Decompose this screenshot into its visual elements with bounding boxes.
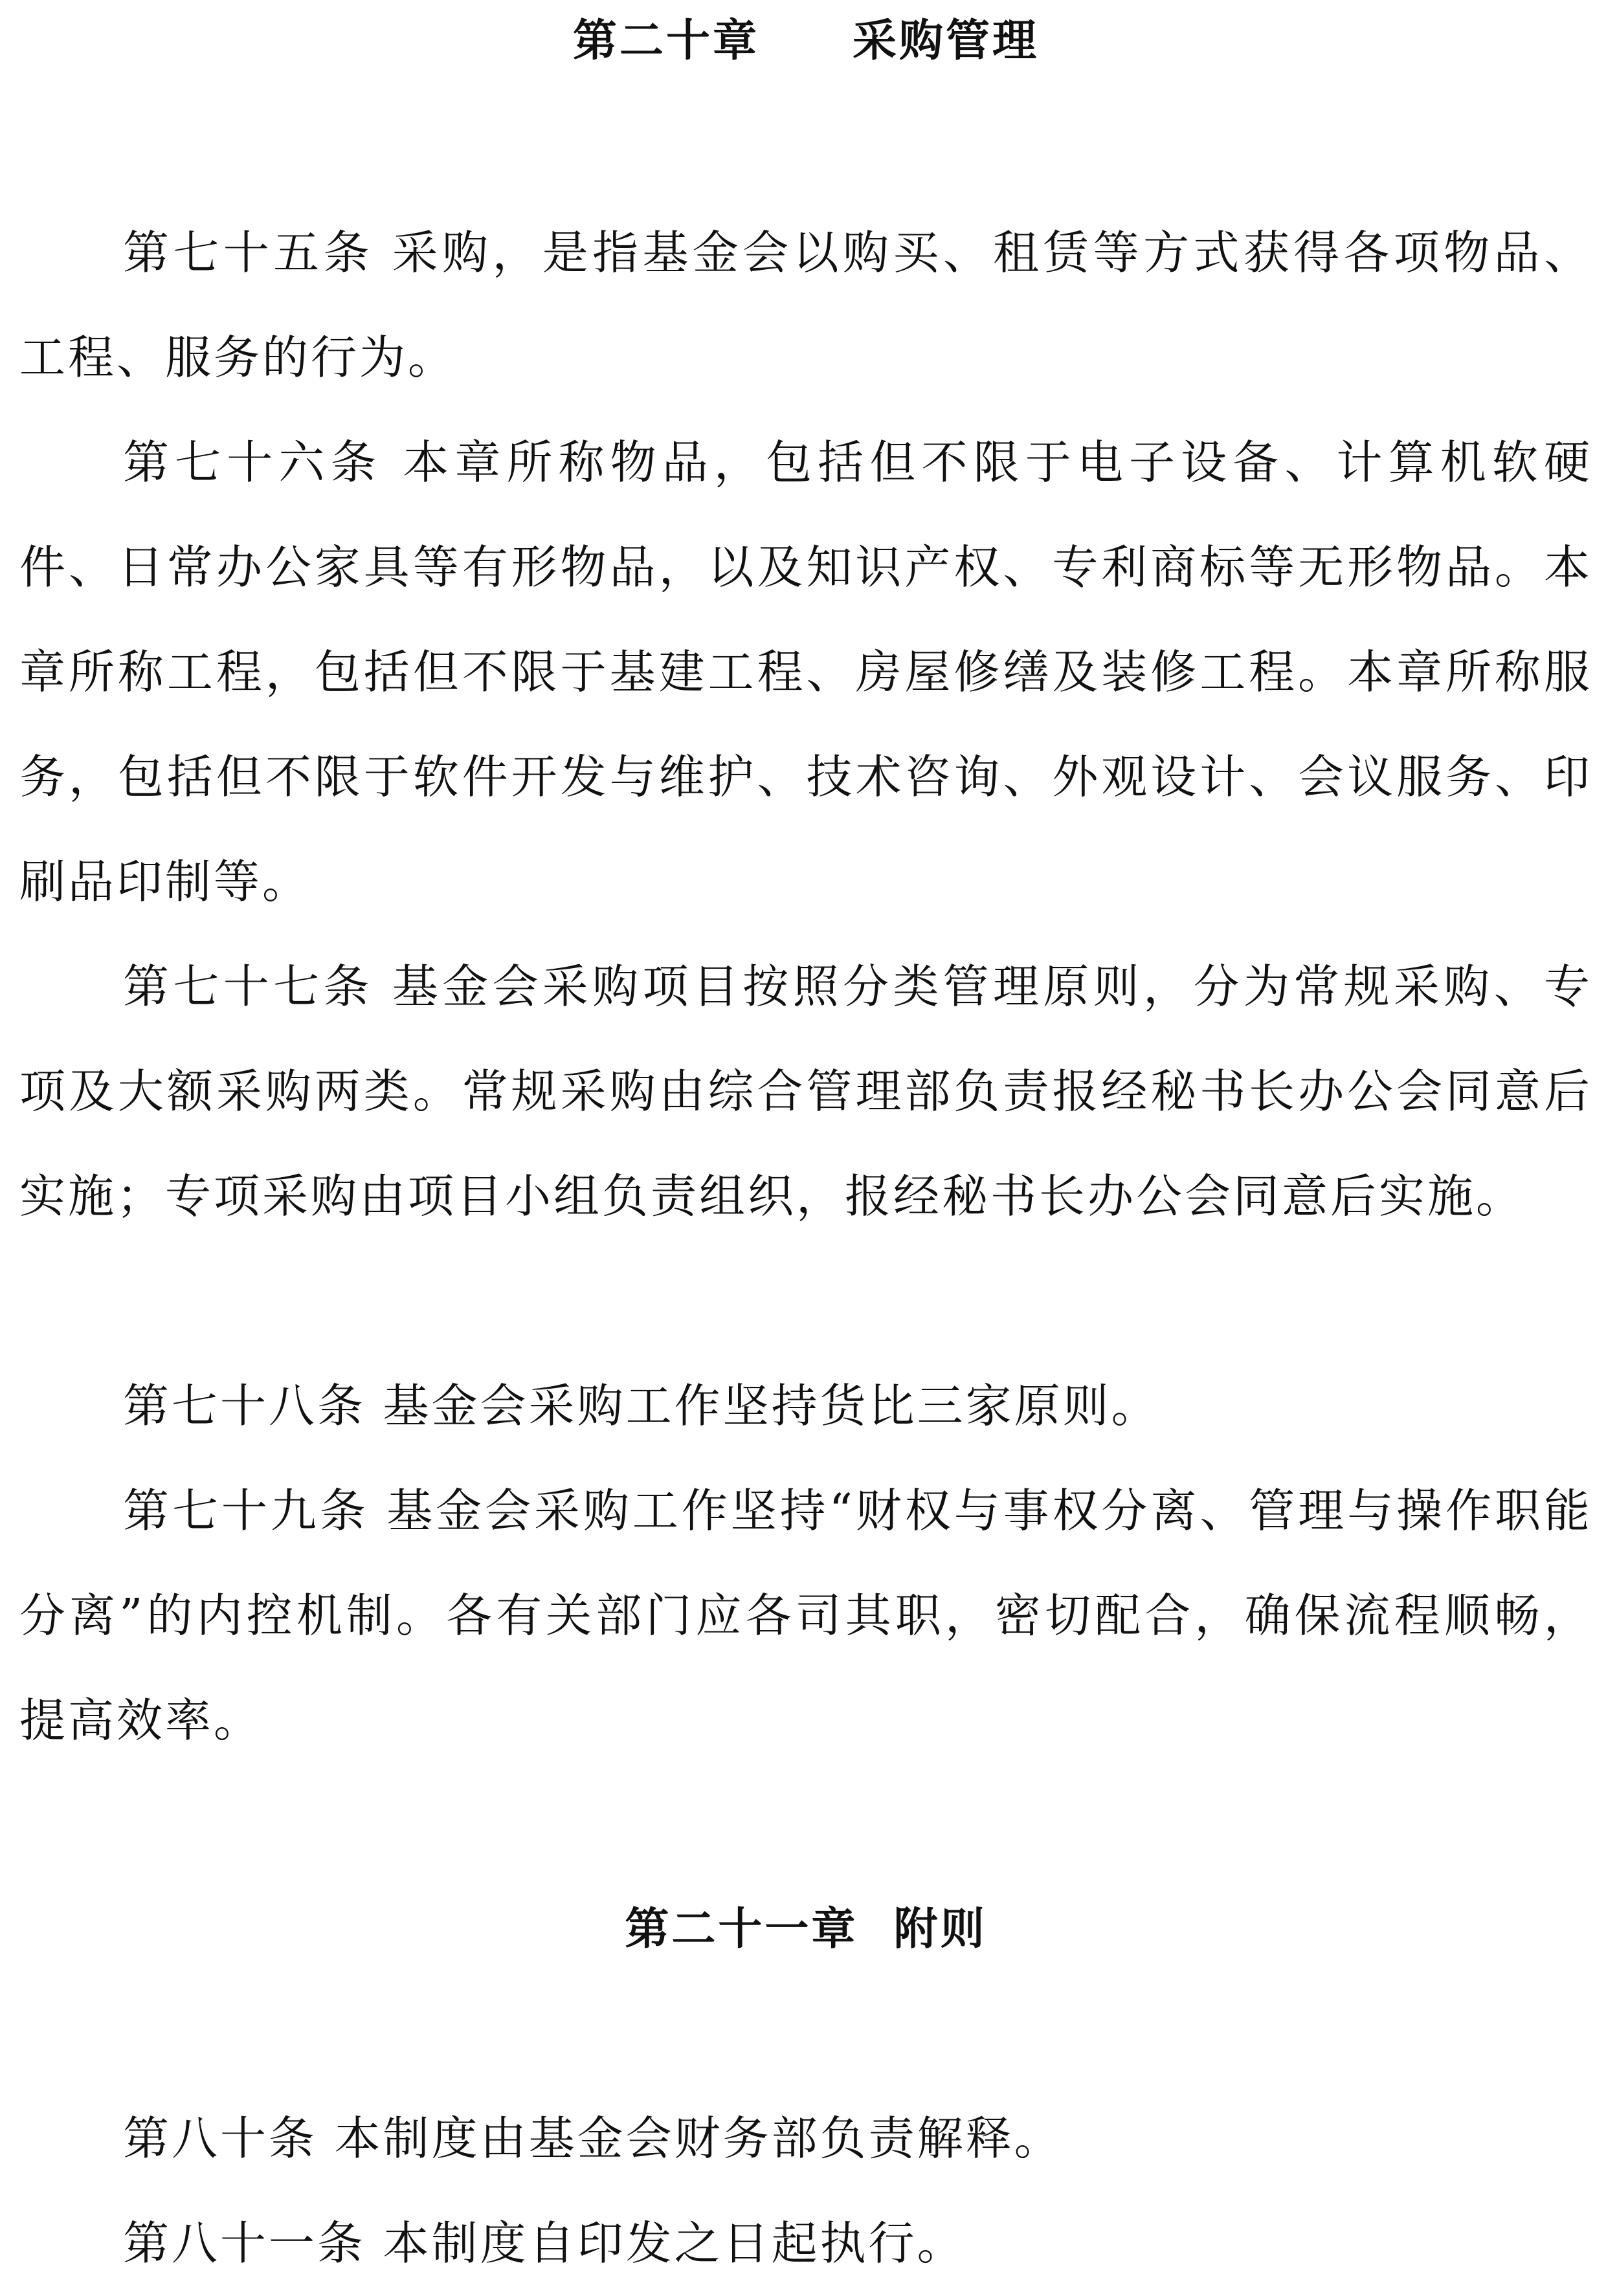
chapter-heading: 第二十章 采购管理 — [572, 16, 1039, 67]
article-75: 第七十五条 采购，是指基金会以购买、租赁等方式获得各项物品、工程、服务的行为。 — [19, 226, 1592, 384]
article-81: 第八十一条 本制度自印发之日起执行。 — [123, 2216, 966, 2270]
document-page — [19, 0, 1592, 2270]
article-79: 第七十九条 基金会采购工作坚持“财权与事权分离、管理与操作职能分离”的内控机制。各有关部门应各司其职，密切配合，确保流程顺畅，提高效率。 — [19, 1484, 1592, 1747]
article-80: 第八十条 本制度由基金会财务部负责解释。 — [123, 2112, 1063, 2165]
article-76: 第七十六条 本章所称物品，包括但不限于电子设备、计算机软硬件、日常办公家具等有形物品，以及知识产权、专利商标等无形物品。本章所称工程，包括但不限于基建工程、房屋修缮及装修工程。本章所称服务，包括但不限于软件开发与维护、技术咨询、外观设计、会议服务、印刷品印制等。 — [19, 436, 1592, 909]
article-78: 第七十八条 基金会采购工作坚持货比三家原则。 — [123, 1379, 1160, 1433]
chapter-heading: 第二十一章 附则 — [625, 1904, 987, 1955]
article-77: 第七十七条 基金会采购项目按照分类管理原则，分为常规采购、专项及大额采购两类。常规采购由综合管理部负责报经秘书长办公会同意后实施；专项采购由项目小组负责组织，报经秘书长办公会同意后实施。 — [19, 960, 1592, 1223]
